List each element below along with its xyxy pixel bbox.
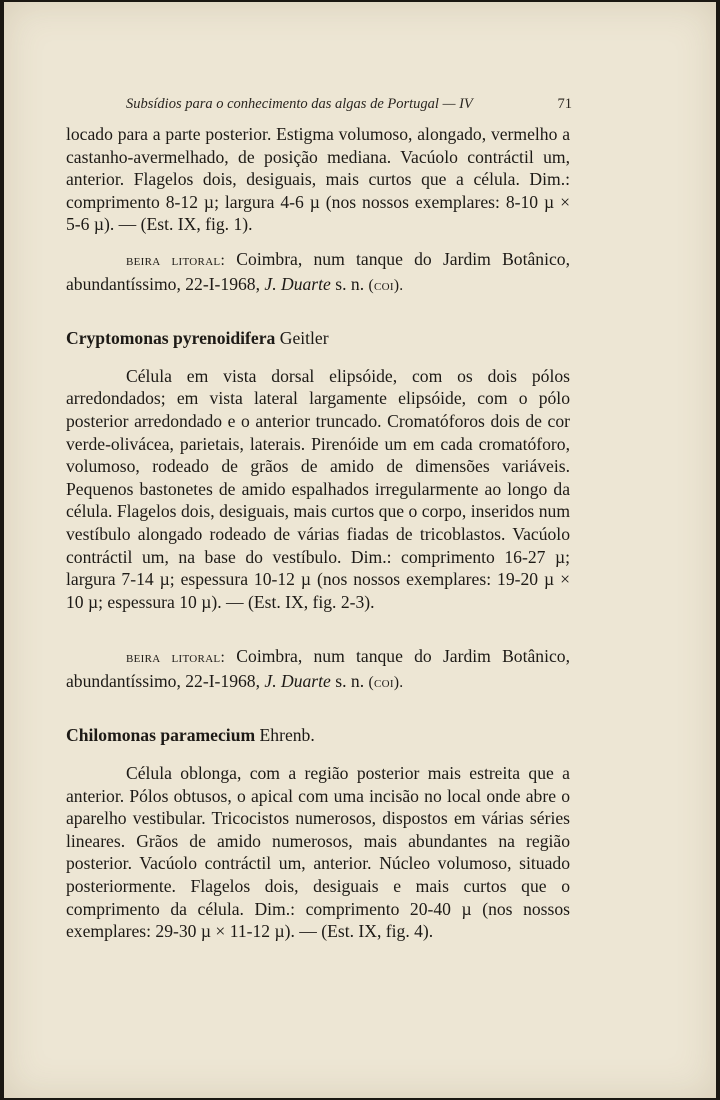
taxon-heading-2 [66, 724, 570, 747]
taxon-name: Chilomonas paramecium [66, 725, 256, 746]
locality-record-1 [66, 248, 570, 297]
collector-name: J. Duarte [264, 273, 331, 294]
description-paragraph-1: Célula em vista dorsal elipsóide, com os dois pólos arredondados; em vista lateral largamente elipsóide, com o pólo posterior arredondado e o anterior truncado. Cromatóforos dois de cor verde-olivácea, parietais, laterais. Pirenóide um em cada cromatóforo, volumoso, rodeado de grãos de amido de dimensões variáveis. Pequenos bastonetes de amido espalhados irregularmente ao longo da célula. Flagelos dois, desiguais, mais curtos que o corpo, inseridos num vestíbulo alongado rodeado de várias fiadas de tricoblastos. Vacúolo contráctil um, na base do vestíbulo. Dim.: comprimento 16-27 µ; largura 7-14 µ; espessura 10-12 µ (nos nossos exemplares: 19-20 µ × 10 µ; espessura 10 µ). — (Est. IX, fig. 2-3). [66, 365, 570, 612]
region-label: beira litoral: [126, 649, 226, 667]
region-label: beira litoral: [126, 251, 226, 269]
herbarium-code: (coi). [368, 673, 404, 691]
paragraph-continuation: locado para a parte posterior. Estigma volumoso, alongado, vermelho a castanho-avermelhado, de posição mediana. Vacúolo contráctil um, anterior. Flagelos dois, desiguais, mais curtos que a célula. Dim.: comprimento 8-12 µ; largura 4-6 µ (nos nossos exemplares: 8-10 µ × 5-6 µ). — (Est. IX, fig. 1). [66, 124, 570, 235]
document-page [4, 2, 716, 1098]
taxon-heading-1 [66, 327, 570, 350]
specimen-note: s. n. [335, 273, 365, 294]
taxon-author: Geitler [279, 328, 329, 349]
specimen-note: s. n. [335, 670, 365, 691]
taxon-author: Ehrenb. [259, 725, 315, 746]
page-body [66, 123, 570, 943]
locality-text: Coimbra, num tanque do Jardim Botânico, abundantíssimo, 22-I-1968, [66, 248, 570, 294]
running-title: Subsídios para o conhecimento das algas de Portugal — IV [126, 96, 473, 112]
page-number: 71 [557, 96, 572, 112]
locality-text: Coimbra, num tanque do Jardim Botânico, abundantíssimo, 22-I-1968, [66, 646, 570, 691]
description-paragraph-2: Célula oblonga, com a região posterior mais estreita que a anterior. Pólos obtusos, o apical com uma incisão no local onde abre o aparelho vestibular. Tricocistos numerosos, dispostos em várias séries lineares. Grãos de amido numerosos, mais abundantes na região posterior. Vacúolo contráctil um, anterior. Núcleo volumoso, situado posteriormente. Flagelos dois, desiguais e mais curtos que o comprimento da célula. Dim.: comprimento 20-40 µ (nos nossos exemplares: 29-30 µ × 11-12 µ). — (Est. IX, fig. 4). [66, 763, 570, 942]
herbarium-code: (coi). [368, 276, 404, 294]
taxon-name: Cryptomonas pyrenoidifera [66, 328, 276, 349]
locality-record-2 [66, 645, 570, 694]
collector-name: J. Duarte [264, 670, 331, 691]
